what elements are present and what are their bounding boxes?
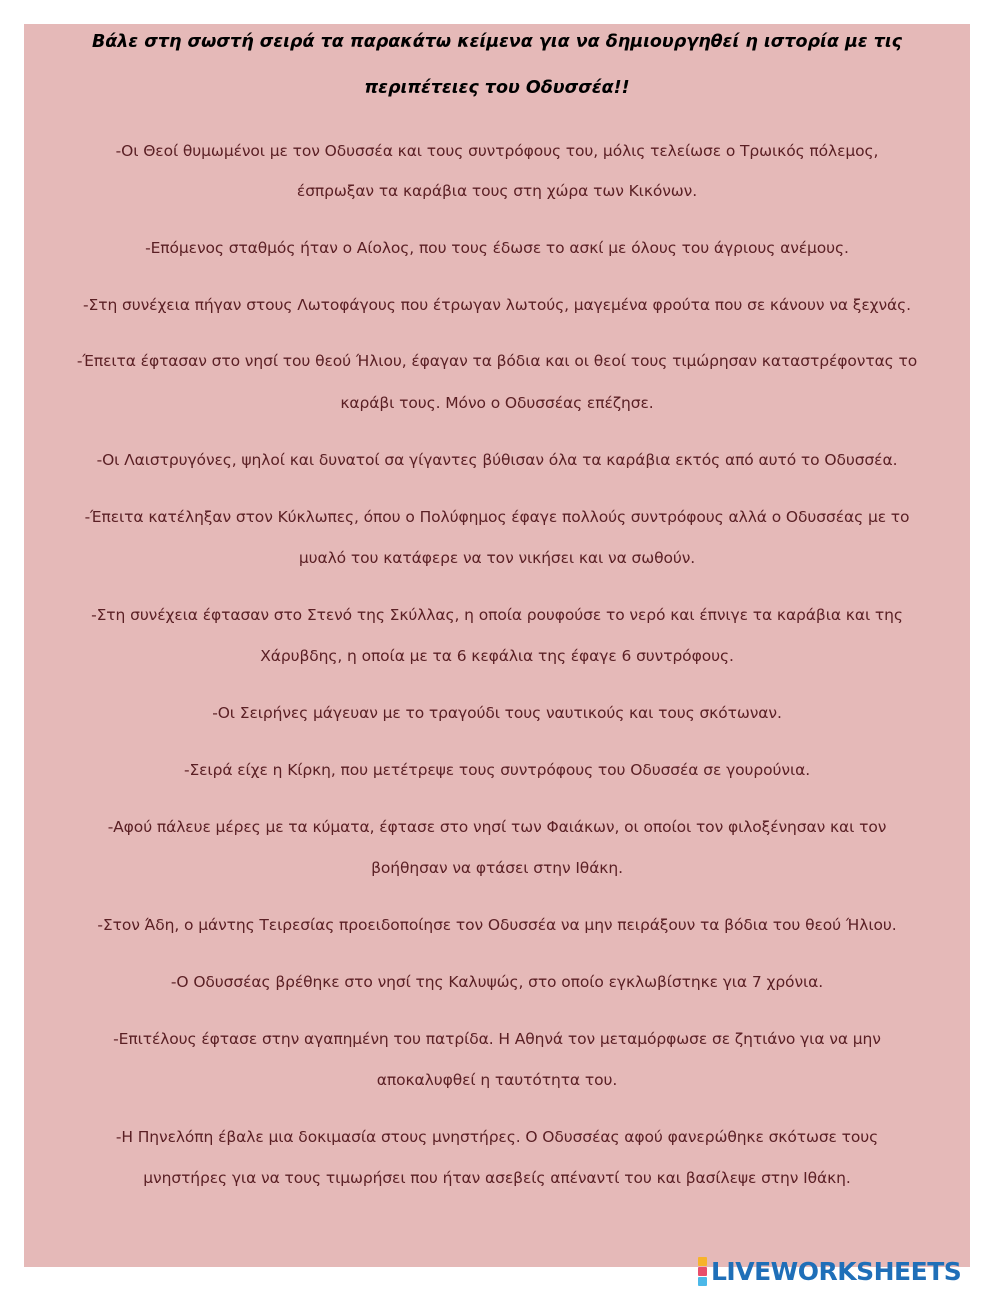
paragraph-8-line-1: -Οι Σειρήνες μάγευαν με το τραγούδι τους ναυτικούς και τους σκότωναν. [212, 704, 782, 722]
logo-blocks-icon [698, 1257, 707, 1286]
worksheet-title-line-1: Βάλε στη σωστή σειρά τα παρακάτω κείμενα για να δημιουργηθεί η ιστορία με τις [91, 32, 903, 52]
liveworksheets-logo[interactable] [698, 1256, 961, 1286]
paragraph-9-line-1: -Σειρά είχε η Κίρκη, που μετέτρεψε τους συντρόφους του Οδυσσέα σε γουρούνια. [183, 761, 811, 779]
paragraph-14-line-1: -Η Πηνελόπη έβαλε μια δοκιμασία στους μνηστήρες. Ο Οδυσσέας αφού φανερώθηκε σκότωσε τους [115, 1128, 879, 1146]
paragraph-7-line-1: -Στη συνέχεια έφτασαν στο Στενό της Σκύλλας, η οποία ρουφούσε το νερό και έπνιγε τα καράβια και της [91, 606, 903, 624]
paragraph-2-line-1: -Επόμενος σταθμός ήταν ο Αίολος, που τους έδωσε το ασκί με όλους του άγριους ανέμους. [145, 239, 849, 257]
paragraph-10-line-2: βοήθησαν να φτάσει στην Ιθάκη. [371, 859, 623, 877]
paragraph-6-line-2: μυαλό του κατάφερε να τον νικήσει και να σωθούν. [298, 549, 696, 567]
paragraph-12-line-1: -Ο Οδυσσέας βρέθηκε στο νησί της Καλυψώς, στο οποίο εγκλωβίστηκε για 7 χρόνια. [170, 973, 824, 991]
paragraph-1-line-1: -Οι Θεοί θυμωμένοι με τον Οδυσσέα και τους συντρόφους του, μόλις τελείωσε ο Τρωικός πόλεμος, [115, 142, 879, 160]
paragraph-7-line-2: Χάρυβδης, η οποία με τα 6 κεφάλια της έφαγε 6 συντρόφους. [260, 647, 734, 665]
logo-block-2 [698, 1267, 707, 1276]
worksheet-title-line-2: περιπέτειες του Οδυσσέα!! [364, 78, 630, 98]
paragraph-4-line-1: -Έπειτα έφτασαν στο νησί του θεού Ήλιου, έφαγαν τα βόδια και οι θεοί τους τιμώρησαν καταστρέφοντας το [76, 352, 918, 370]
paragraph-5-line-1: -Οι Λαιστρυγόνες, ψηλοί και δυνατοί σα γίγαντες βύθισαν όλα τα καράβια εκτός από αυτό το Οδυσσέα. [96, 451, 898, 469]
logo-block-1 [698, 1257, 707, 1266]
paragraph-4-line-2: καράβι τους. Μόνο ο Οδυσσέας επέζησε. [340, 394, 654, 412]
paragraph-3-line-1: -Στη συνέχεια πήγαν στους Λωτοφάγους που έτρωγαν λωτούς, μαγεμένα φρούτα που σε κάνουν να ξεχνάς. [83, 296, 911, 314]
logo-text: LIVEWORKSHEETS [711, 1256, 962, 1286]
worksheet-panel [24, 24, 970, 1267]
paragraph-13-line-1: -Επιτέλους έφτασε στην αγαπημένη του πατρίδα. Η Αθηνά τον μεταμόρφωσε σε ζητιάνο για να μην [113, 1030, 881, 1048]
paragraph-11-line-1: -Στον Άδη, ο μάντης Τειρεσίας προειδοποίησε τον Οδυσσέα να μην πειράξουν τα βόδια του θεού Ήλιου. [97, 916, 897, 934]
paragraph-6-line-1: -Έπειτα κατέληξαν στον Κύκλωπες, όπου ο Πολύφημος έφαγε πολλούς συντρόφους αλλά ο Οδυσσέας με το [84, 508, 910, 526]
paragraph-1-line-2: έσπρωξαν τα καράβια τους στη χώρα των Κικόνων. [296, 182, 698, 200]
paragraph-10-line-1: -Αφού πάλευε μέρες με τα κύματα, έφτασε στο νησί των Φαιάκων, οι οποίοι τον φιλοξένησαν και τον [107, 818, 887, 836]
logo-block-3 [698, 1277, 707, 1286]
paragraph-13-line-2: αποκαλυφθεί η ταυτότητα του. [376, 1071, 618, 1089]
paragraph-14-line-2: μνηστήρες για να τους τιμωρήσει που ήταν ασεβείς απέναντί του και βασίλεψε στην Ιθάκη. [143, 1169, 851, 1187]
